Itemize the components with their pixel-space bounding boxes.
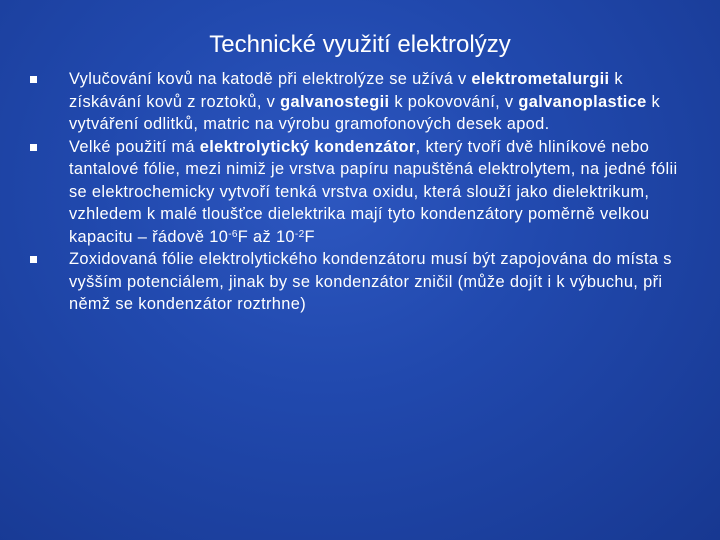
bullet-text: Zoxidovaná fólie elektrolytického kondenzátoru musí být zapojována do místa s vyšším potenciálem, jinak by se kondenzátor zničil (může dojít i k výbuchu, při němž se kondenzátor roztrhne) xyxy=(69,250,672,313)
square-bullet-icon xyxy=(30,256,37,263)
bullet-text: , který tvoří dvě hliníkové nebo tantalové fólie, mezi nimiž je vrstva papíru napuštěná elektrolytem, na jedné fólii se elektrochemicky vytvoří tenká vrstva oxidu, která slouží jako dielektrikum, vzhledem k malé tloušťce dielektrika mají tyto kondenzátory poměrně velkou kapacitu – řádově 10 xyxy=(69,137,678,246)
bold-term-galvanoplastika: galvanoplastice xyxy=(518,92,647,111)
bullet-text: Velké použití má xyxy=(69,137,200,156)
bullet-text: k vytváření odlitků, matric na výrobu gramofonových desek apod. xyxy=(69,92,661,133)
slide-title: Technické využití elektrolýzy xyxy=(209,31,511,58)
bold-term-galvanostegie: galvanostegii xyxy=(280,92,390,111)
bullet-text: k získávání kovů z roztoků, v xyxy=(69,70,623,111)
exponent: -2 xyxy=(294,228,305,240)
bullet-item-electrolytic-capacitor xyxy=(30,136,695,249)
bullet-item-oxidized-foil xyxy=(30,248,695,316)
square-bullet-icon xyxy=(30,144,37,151)
bullet-item-electrolysis-uses xyxy=(30,68,695,136)
bullet-text: Vylučování kovů na katodě při elektrolýze se užívá v xyxy=(69,70,472,88)
bullet-text: k pokovování, v xyxy=(389,92,519,111)
bold-term-elektrolyticky-kondenzator: elektrolytický kondenzátor xyxy=(199,137,416,156)
bold-term-elektrometalurgie: elektrometalurgii xyxy=(471,70,610,88)
bullet-text: F až 10 xyxy=(237,227,295,246)
bullet-text: F xyxy=(304,227,315,246)
square-bullet-icon xyxy=(30,76,37,83)
exponent: -6 xyxy=(228,228,238,240)
bullet-list xyxy=(30,68,695,316)
